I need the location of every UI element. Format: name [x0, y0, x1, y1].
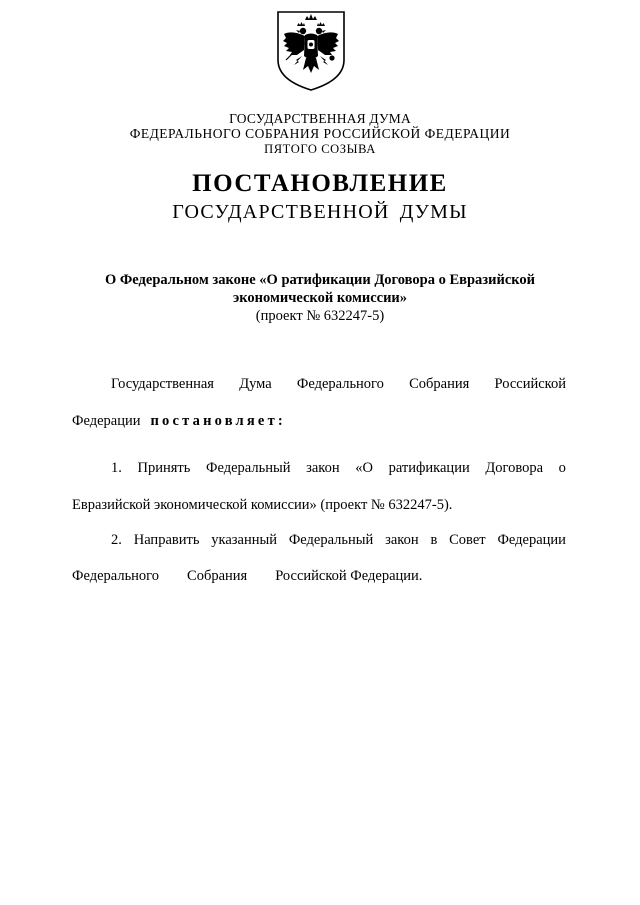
- subject-project-number: (проект № 632247-5): [255, 308, 385, 324]
- word: о: [558, 460, 566, 476]
- item-number: 2.: [111, 532, 122, 548]
- document-title: ПОСТАНОВЛЕНИЕ: [192, 170, 448, 197]
- word: «О: [355, 460, 373, 476]
- word: закон: [385, 532, 419, 548]
- item-1-line-2: Евразийской экономической комиссии» (проект № 632247-5).: [72, 497, 453, 513]
- coat-of-arms-icon: [272, 8, 350, 92]
- word: Российской Федерации.: [275, 568, 423, 584]
- item-1-line-1: [111, 460, 566, 477]
- word: Российской: [494, 376, 566, 392]
- word: Дума: [239, 376, 272, 392]
- word: Федеральный: [288, 532, 374, 548]
- word: Федерального: [296, 376, 384, 392]
- word: Федерации: [72, 413, 141, 429]
- resolves-word: постановляет:: [150, 413, 286, 429]
- intro-line-2: [72, 413, 566, 430]
- item-number: 1.: [111, 460, 122, 476]
- word: ратификации: [388, 460, 470, 476]
- subject-line-2: экономической комиссии»: [232, 290, 408, 306]
- word: Федерального: [72, 568, 160, 584]
- word: в: [430, 532, 438, 548]
- subject-line-1: О Федеральном законе «О ратификации Договора о Евразийской: [104, 272, 536, 288]
- word: Направить: [133, 532, 200, 548]
- word: Собрания: [187, 568, 248, 584]
- word: Принять: [137, 460, 191, 476]
- item-2-line-1: [111, 532, 566, 549]
- word: Федерации: [497, 532, 566, 548]
- word: Совет: [449, 532, 486, 548]
- word: Собрания: [409, 376, 470, 392]
- intro-line-1: [111, 376, 566, 393]
- word: Государственная: [111, 376, 214, 392]
- word: Договора: [485, 460, 544, 476]
- document-subtitle: ГОСУДАРСТВЕННОЙ ДУМЫ: [172, 201, 468, 223]
- item-2-line-2: [72, 568, 566, 585]
- header-line-duma: ГОСУДАРСТВЕННАЯ ДУМА: [229, 111, 411, 126]
- header-line-assembly: ФЕДЕРАЛЬНОГО СОБРАНИЯ РОССИЙСКОЙ ФЕДЕРАЦИИ: [129, 126, 511, 141]
- header-line-convocation: ПЯТОГО СОЗЫВА: [264, 142, 376, 156]
- word: Федеральный: [206, 460, 291, 476]
- word: закон: [306, 460, 340, 476]
- word: указанный: [211, 532, 277, 548]
